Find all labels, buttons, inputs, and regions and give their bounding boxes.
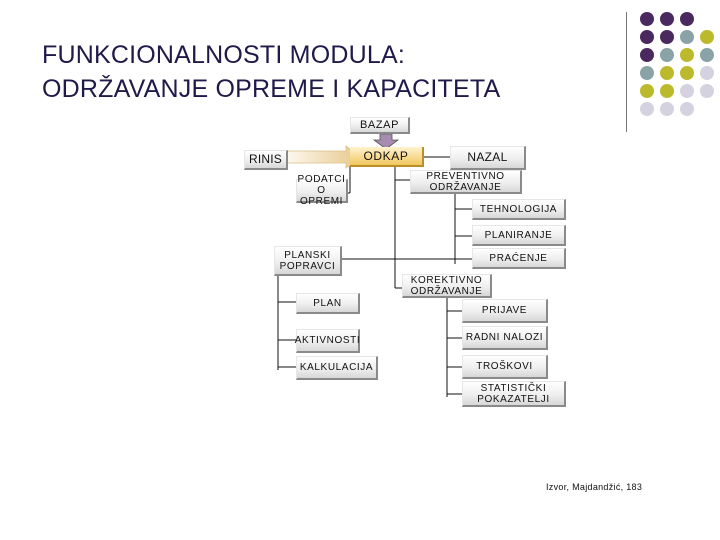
node-radni-nalozi: RADNI NALOZI — [462, 326, 548, 350]
node-planski-popravci: PLANSKI POPRAVCI — [274, 246, 342, 276]
source-citation: Izvor, Majdandžić, 183 — [546, 482, 643, 492]
node-prijave: PRIJAVE — [462, 299, 548, 323]
node-korektivno-odrzavanje: KOREKTIVNO ODRŽAVANJE — [402, 274, 492, 298]
node-nazal: NAZAL — [450, 146, 526, 170]
node-plan: PLAN — [296, 293, 360, 314]
title-line-2: ODRŽAVANJE OPREME I KAPACITETA — [42, 75, 501, 103]
node-statisticki-pokazatelji: STATISTIČKI POKAZATELJI — [462, 381, 566, 407]
node-aktivnosti: AKTIVNOSTI — [296, 329, 360, 353]
node-bazap: BAZAP — [350, 117, 410, 134]
node-preventivno-odrzavanje: PREVENTIVNO ODRŽAVANJE — [410, 170, 522, 194]
node-pracenje: PRAĆENJE — [472, 248, 566, 269]
node-podatci-o-opremi: PODATCI O OPREMI — [296, 179, 348, 203]
right-arrow — [276, 146, 360, 168]
node-tehnologija: TEHNOLOGIJA — [472, 199, 566, 220]
node-planiranje: PLANIRANJE — [472, 225, 566, 246]
node-troskovi: TROŠKOVI — [462, 355, 548, 379]
node-odkap: ODKAP — [350, 147, 424, 167]
node-kalkulacija: KALKULACIJA — [296, 356, 378, 380]
title-line-1: FUNKCIONALNOSTI MODULA: — [42, 41, 405, 69]
node-rinis: RINIS — [244, 150, 288, 170]
